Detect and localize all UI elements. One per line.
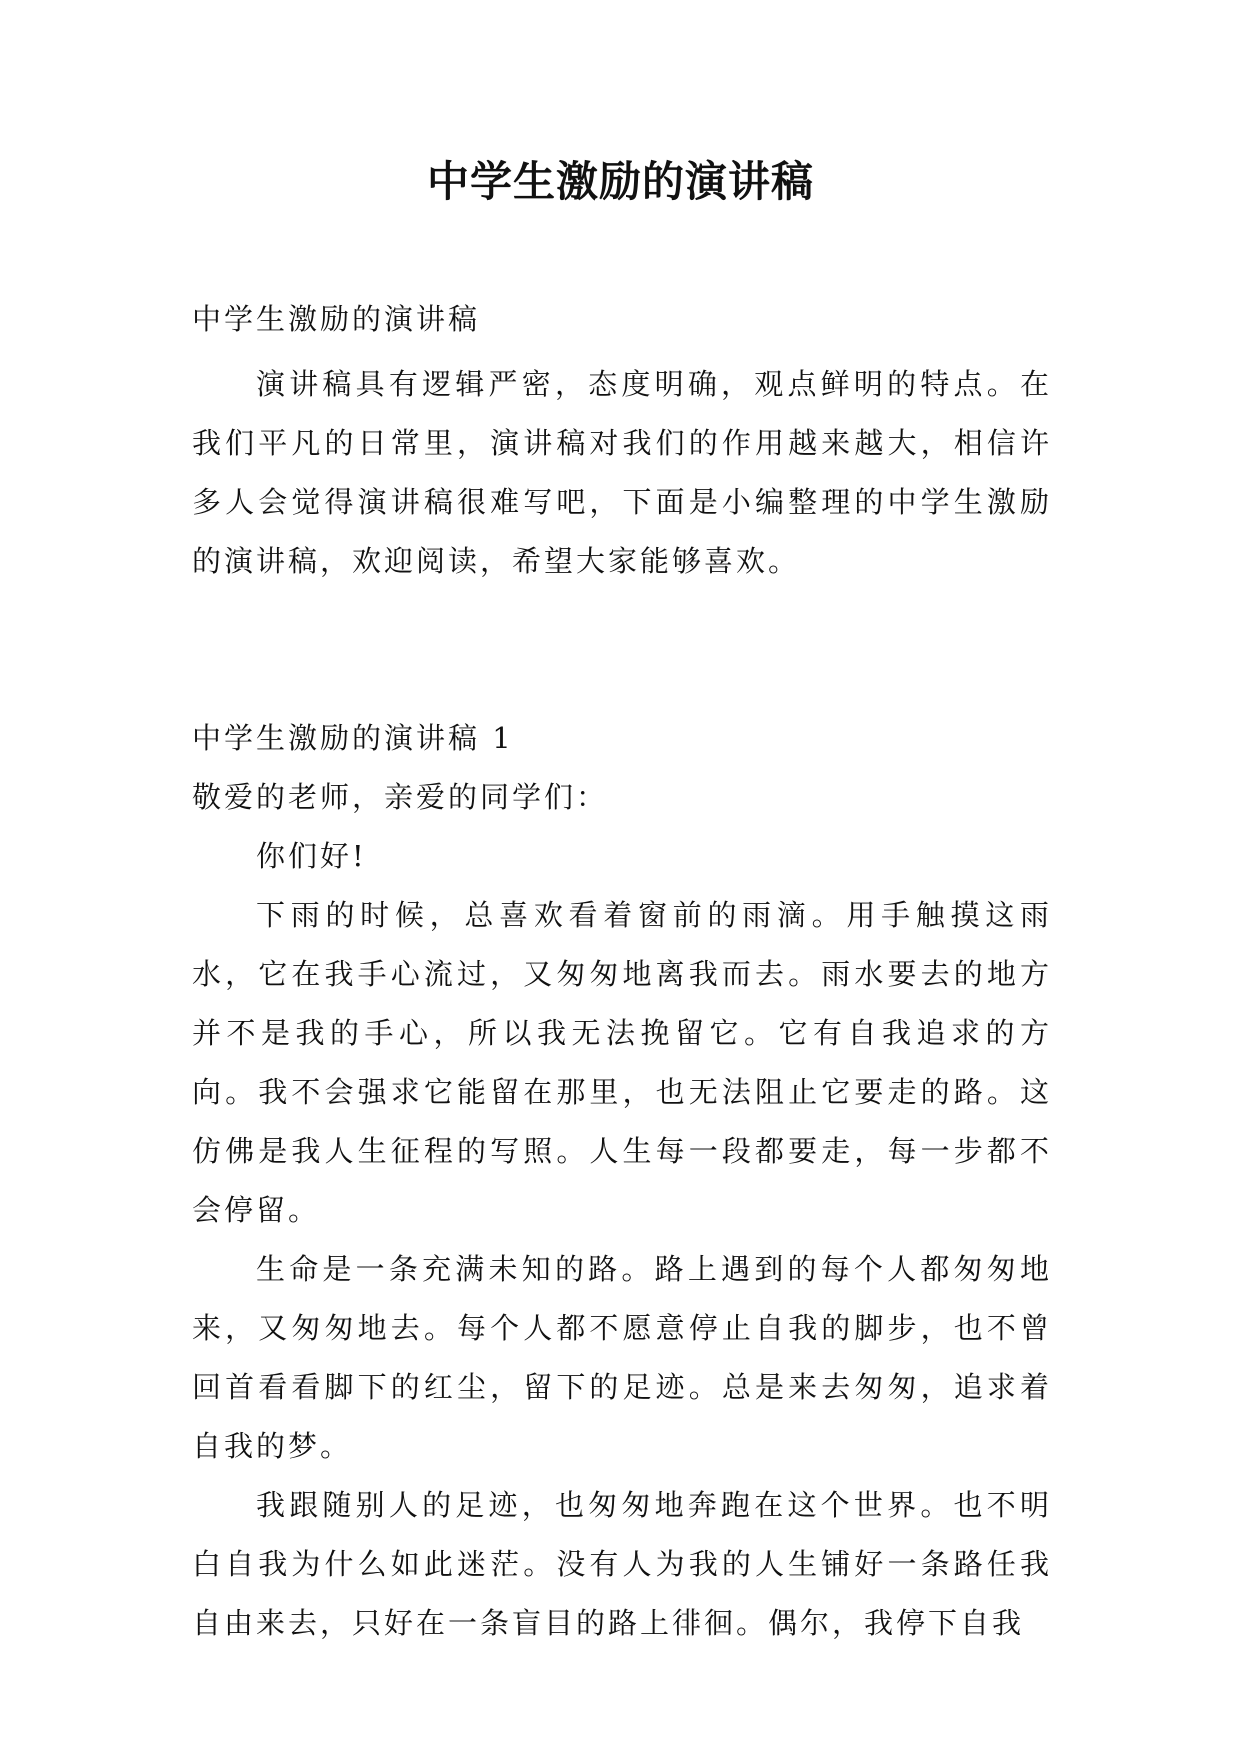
greeting: 你们好! (256, 839, 367, 873)
salutation: 敬爱的老师，亲爱的同学们： (192, 780, 609, 814)
body-paragraph-2: 生命是一条充满未知的路。路上遇到的每个人都匆匆地来，又匆匆地去。每个人都不愿意停止自我的脚步，也不曾回首看看脚下的红尘，留下的足迹。总是来去匆匆，追求着自我的梦。 (192, 1252, 1052, 1463)
document-body (192, 290, 1052, 1653)
section-gap (192, 591, 1052, 709)
body-paragraph-1: 下雨的时候，总喜欢看着窗前的雨滴。用手触摸这雨水，它在我手心流过，又匆匆地离我而去。雨水要去的地方并不是我的手心，所以我无法挽留它。它有自我追求的方向。我不会强求它能留在那里，也无法阻止它要走的路。这仿佛是我人生征程的写照。人生每一段都要走，每一步都不会停留。 (192, 898, 1052, 1227)
document-subtitle: 中学生激励的演讲稿 (192, 302, 481, 336)
document-title: 中学生激励的演讲稿 (426, 157, 814, 206)
body-paragraph-3: 我跟随别人的足迹，也匆匆地奔跑在这个世界。也不明白自我为什么如此迷茫。没有人为我的人生铺好一条路任我自由来去，只好在一条盲目的路上徘徊。偶尔，我停下自我 (192, 1488, 1052, 1640)
section-title: 中学生激励的演讲稿 1 (192, 721, 514, 755)
intro-paragraph: 演讲稿具有逻辑严密，态度明确，观点鲜明的特点。在我们平凡的日常里，演讲稿对我们的作用越来越大，相信许多人会觉得演讲稿很难写吧，下面是小编整理的中学生激励的演讲稿，欢迎阅读，希望大家能够喜欢。 (192, 367, 1052, 578)
